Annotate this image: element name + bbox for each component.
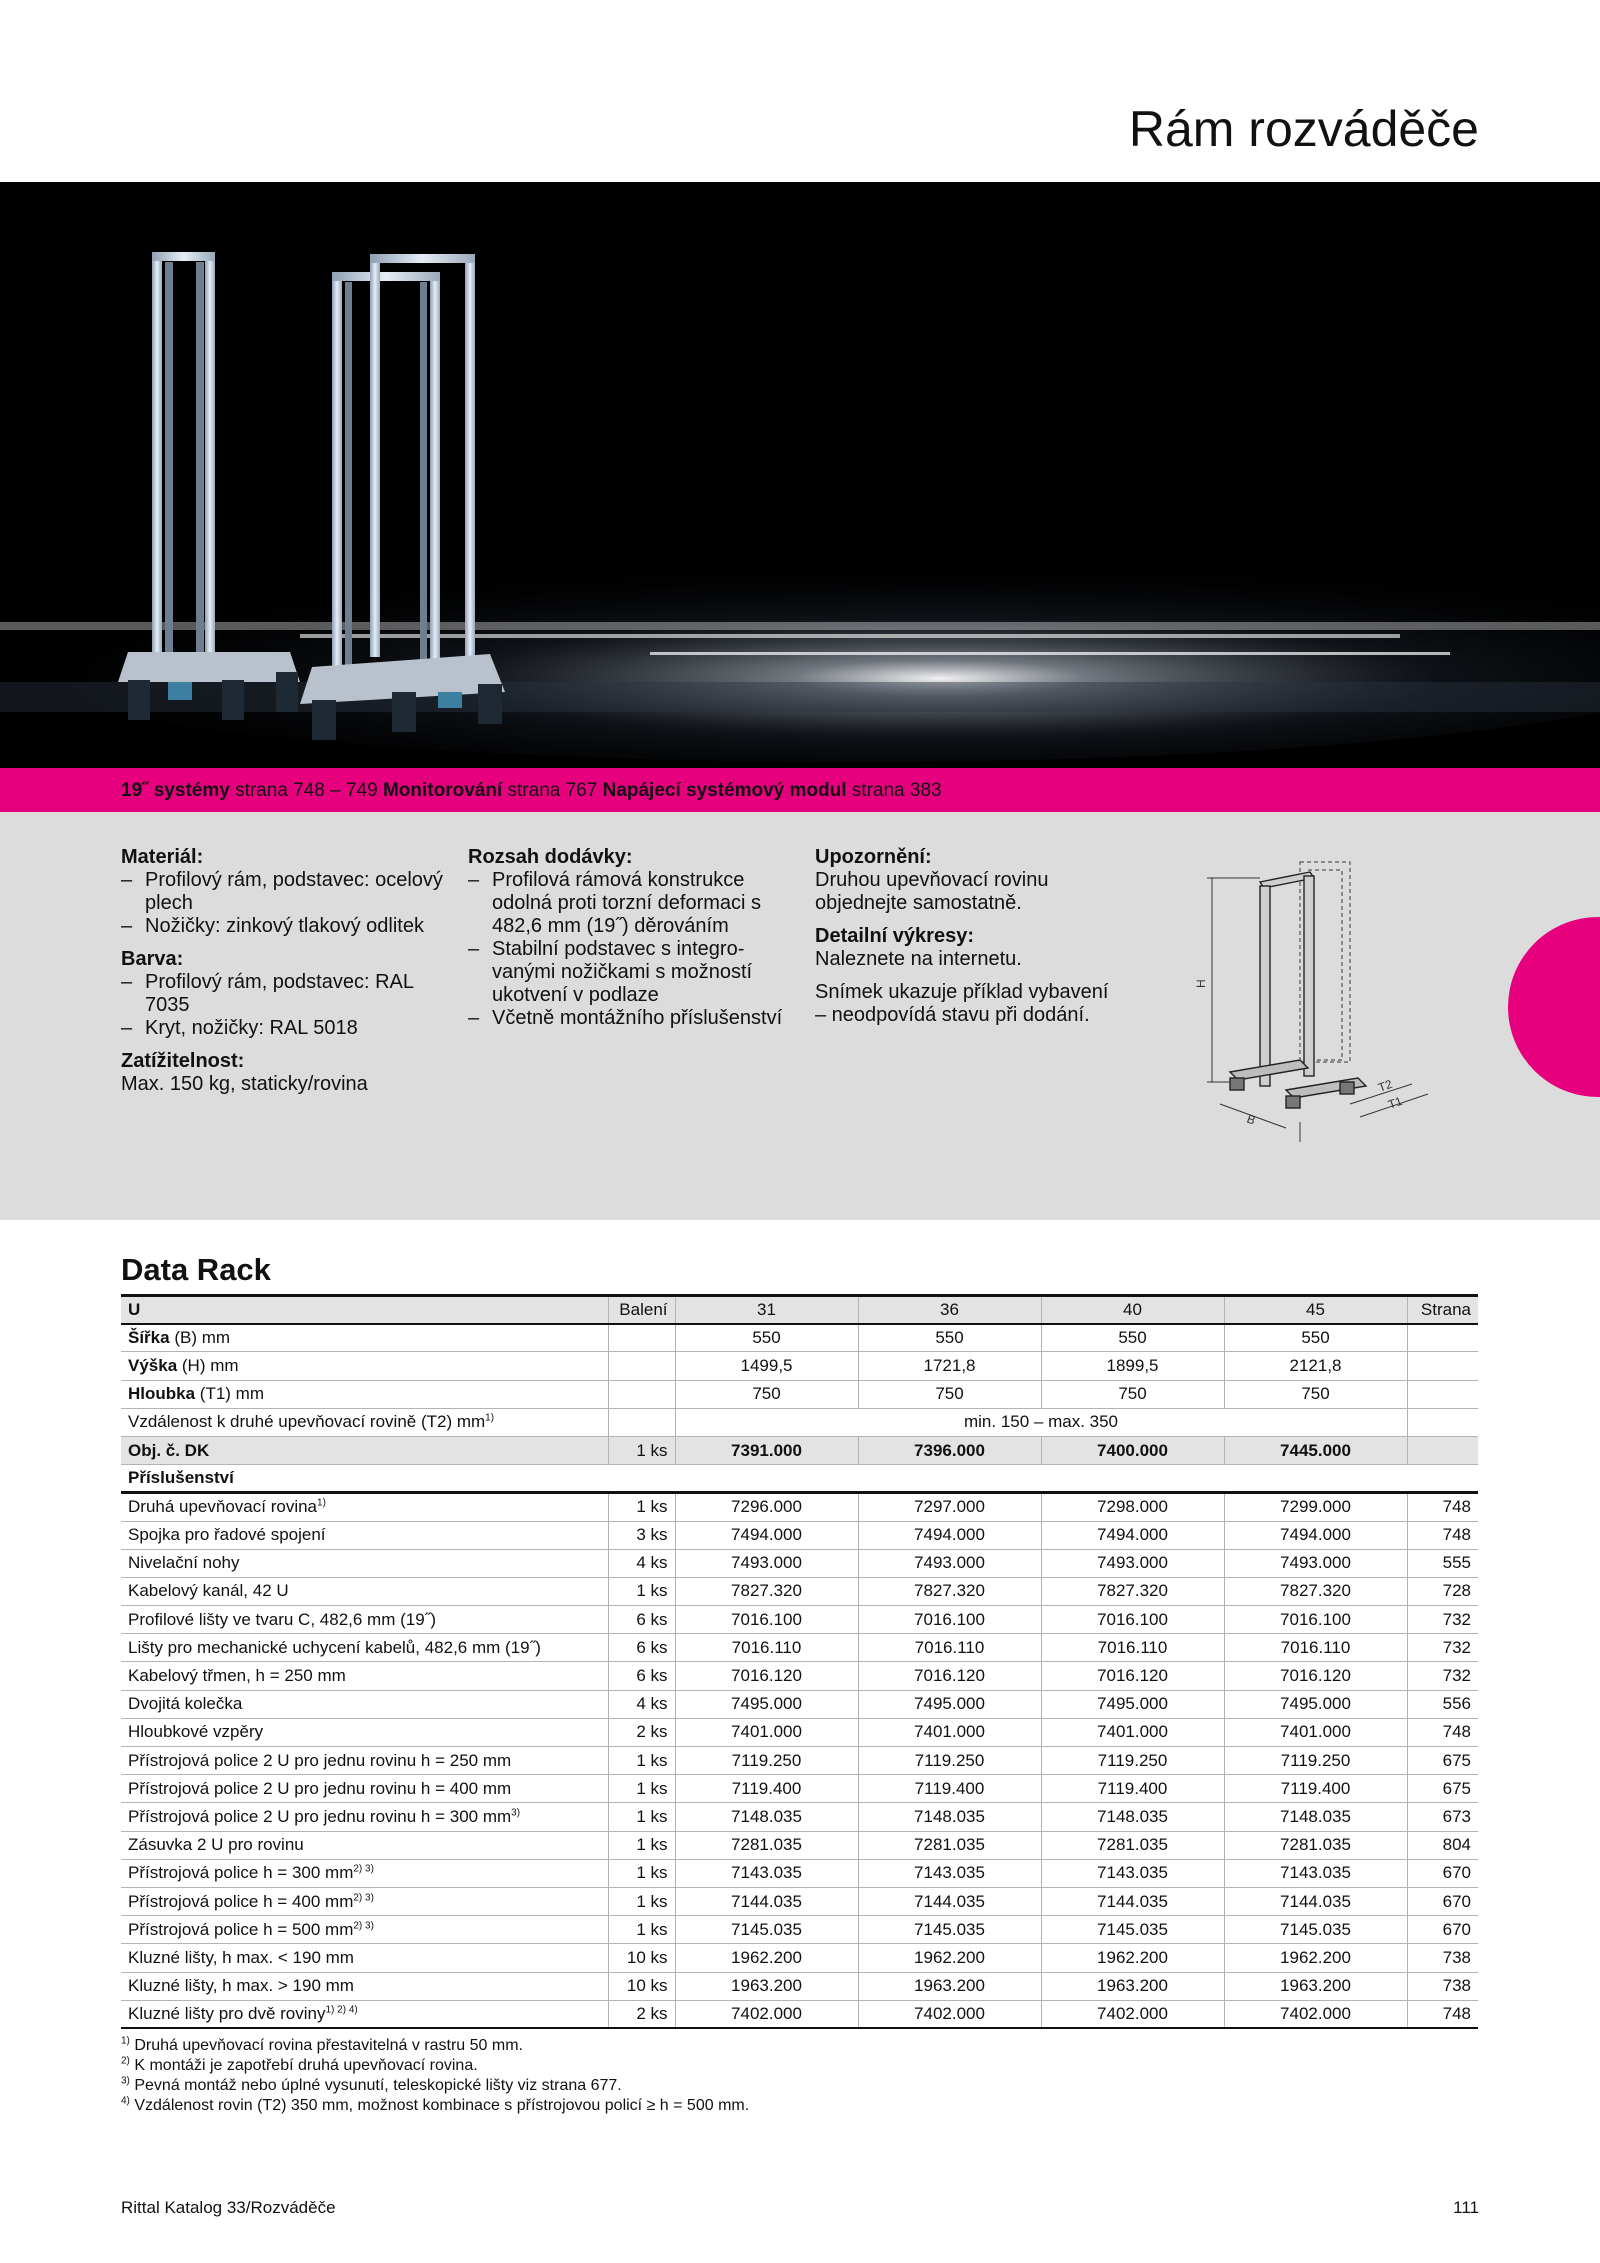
- row-value: 7827.320: [675, 1577, 858, 1605]
- header-col-40: 40: [1041, 1296, 1224, 1324]
- table-row: [121, 1549, 1478, 1577]
- table-row: [121, 1577, 1478, 1605]
- row-value: 1721,8: [858, 1352, 1041, 1380]
- row-pack: 1 ks: [608, 1775, 675, 1803]
- row-label: Šířka (B) mm: [121, 1324, 608, 1352]
- table-row: [121, 1972, 1478, 2000]
- row-value: 7143.035: [858, 1859, 1041, 1887]
- row-value: 7493.000: [858, 1549, 1041, 1577]
- row-value: 7402.000: [1041, 2000, 1224, 2028]
- list-item: – Včetně montážního příslušenství: [468, 1007, 798, 1030]
- row-value: 7494.000: [1224, 1521, 1407, 1549]
- dim-t2-label: T2: [1376, 1076, 1395, 1095]
- row-label: Zásuvka 2 U pro rovinu: [121, 1831, 608, 1859]
- scope-list: [468, 869, 798, 1030]
- row-page: 748: [1407, 1493, 1478, 1521]
- row-label: Kabelový třmen, h = 250 mm: [121, 1662, 608, 1690]
- row-value: 1962.200: [1041, 1944, 1224, 1972]
- row-label: Přístrojová police h = 400 $mm^{2) 3)}$: [121, 1887, 608, 1915]
- row-label: Přístrojová police h = 300 $mm^{2) 3)}$: [121, 1859, 608, 1887]
- row-value: 7401.000: [675, 1718, 858, 1746]
- row-pack: 1 ks: [608, 1859, 675, 1887]
- footnote: $^{3)}$ Pevná montáž nebo úplné vysunutí, teleskopické lišty viz strana 677.: [121, 2075, 622, 2094]
- row-pack: 1 ks: [608, 1577, 675, 1605]
- row-value: 7016.100: [858, 1606, 1041, 1634]
- row-pack: 1 ks: [608, 1803, 675, 1831]
- row-label: Nivelační nohy: [121, 1549, 608, 1577]
- row-label: Spojka pro řadové spojení: [121, 1521, 608, 1549]
- row-pack: [608, 1324, 675, 1352]
- row-page: [1407, 1436, 1478, 1464]
- row-value: 7016.120: [1041, 1662, 1224, 1690]
- order-number: 7445.000: [1224, 1436, 1407, 1464]
- order-number-row: [121, 1436, 1478, 1464]
- row-pack: 3 ks: [608, 1521, 675, 1549]
- row-value: 7016.110: [858, 1634, 1041, 1662]
- load-heading: Zatížitelnost:: [121, 1050, 245, 1072]
- row-value: 1962.200: [675, 1944, 858, 1972]
- row-value: 7493.000: [675, 1549, 858, 1577]
- page-title: Rám rozváděče: [1128, 101, 1479, 157]
- row-value: 7281.035: [1041, 1831, 1224, 1859]
- row-page: 673: [1407, 1803, 1478, 1831]
- row-label: Druhá upevňovací rovina$^{1)}$: [121, 1493, 608, 1521]
- list-item: – Stabilní podstavec s integro-vanými nožičkami s možností ukotvení v podlaze: [468, 938, 798, 1007]
- row-pack: 2 ks: [608, 1718, 675, 1746]
- header-u: U: [121, 1296, 608, 1324]
- row-pack: 1 ks: [608, 1493, 675, 1521]
- row-page: [1407, 1408, 1478, 1436]
- table-row: [121, 1324, 1478, 1352]
- row-page: 732: [1407, 1662, 1478, 1690]
- ref-19-systems-label: 19˝ systémy: [121, 780, 230, 801]
- ref-19-systems-page: strana 748 – 749: [229, 780, 383, 801]
- row-value: 7016.110: [675, 1634, 858, 1662]
- product-spec-table: [121, 1294, 1478, 2029]
- row-value: 7016.120: [858, 1662, 1041, 1690]
- table-row: [121, 1662, 1478, 1690]
- row-value: 7281.035: [858, 1831, 1041, 1859]
- table-row: [121, 1775, 1478, 1803]
- footnotes: [121, 2036, 749, 2116]
- row-value: 1963.200: [858, 1972, 1041, 2000]
- table-row: [121, 1690, 1478, 1718]
- row-value: 7495.000: [1224, 1690, 1407, 1718]
- footer-catalog: Rittal Katalog 33/Rozváděče: [121, 2198, 336, 2217]
- row-page: [1407, 1324, 1478, 1352]
- list-item: – Profilová rámová konstrukce odolná proti torzní deformaci s 482,6 mm (19˝) děrováním: [468, 869, 798, 938]
- load-text: Max. 150 kg, staticky/rovina: [121, 1073, 368, 1095]
- row-value: 7297.000: [858, 1493, 1041, 1521]
- dim-h-label: H: [1194, 979, 1208, 988]
- note-heading: Upozornění:: [815, 846, 932, 868]
- row-value: 7494.000: [858, 1521, 1041, 1549]
- ref-monitoring-page: strana 767: [502, 780, 603, 801]
- scope-heading: Rozsah dodávky:: [468, 846, 633, 868]
- row-page: 556: [1407, 1690, 1478, 1718]
- cross-reference-text: [121, 780, 942, 802]
- row-value: 7281.035: [675, 1831, 858, 1859]
- row-pack: 1 ks: [608, 1831, 675, 1859]
- row-pack: 10 ks: [608, 1972, 675, 2000]
- row-value: 7148.035: [858, 1803, 1041, 1831]
- table-row: [121, 1887, 1478, 1915]
- rack-frames-illustration: [0, 182, 1600, 768]
- list-item: – Profilový rám, podstavec: RAL 7035: [121, 971, 451, 1017]
- row-page: 738: [1407, 1944, 1478, 1972]
- row-value: 7148.035: [675, 1803, 858, 1831]
- row-value: 7298.000: [1041, 1493, 1224, 1521]
- row-value: 7145.035: [1224, 1916, 1407, 1944]
- row-value: 7495.000: [858, 1690, 1041, 1718]
- row-page: 732: [1407, 1634, 1478, 1662]
- row-label: Přístrojová police h = 500 $mm^{2) 3)}$: [121, 1916, 608, 1944]
- row-page: 728: [1407, 1577, 1478, 1605]
- order-number: 7396.000: [858, 1436, 1041, 1464]
- row-value: 7119.250: [675, 1747, 858, 1775]
- header-pack: Balení: [608, 1296, 675, 1324]
- row-value: 7119.400: [1041, 1775, 1224, 1803]
- row-value: 7148.035: [1224, 1803, 1407, 1831]
- table-row: [121, 1859, 1478, 1887]
- row-value: 7495.000: [675, 1690, 858, 1718]
- row-value: 1963.200: [675, 1972, 858, 2000]
- row-pack: 6 ks: [608, 1634, 675, 1662]
- row-value: 750: [675, 1380, 858, 1408]
- row-value: 1899,5: [1041, 1352, 1224, 1380]
- row-page: 748: [1407, 1521, 1478, 1549]
- footnote: $^{4)}$ Vzdálenost rovin (T2) 350 mm, možnost kombinace s přístrojovou policí ≥ h = 500 mm.: [121, 2095, 750, 2114]
- table-header-row: [121, 1296, 1478, 1324]
- row-value: 7827.320: [1224, 1577, 1407, 1605]
- row-value: 7401.000: [1224, 1718, 1407, 1746]
- ref-power-module-page: strana 383: [846, 780, 942, 801]
- cross-reference-bar: [0, 768, 1600, 812]
- dim-t1-label: T1: [1386, 1093, 1405, 1112]
- row-value: 7016.100: [1041, 1606, 1224, 1634]
- product-info-panel: [0, 812, 1600, 1220]
- list-item: – Profilový rám, podstavec: ocelový plech: [121, 869, 451, 915]
- accessories-heading-row: [121, 1465, 1478, 1493]
- row-page: 670: [1407, 1887, 1478, 1915]
- row-value: 7495.000: [1041, 1690, 1224, 1718]
- row-label: Profilové lišty ve tvaru C, 482,6 mm (19˝): [121, 1606, 608, 1634]
- order-number: 7391.000: [675, 1436, 858, 1464]
- list-item: – Kryt, nožičky: RAL 5018: [121, 1017, 451, 1040]
- row-value: 7493.000: [1224, 1549, 1407, 1577]
- row-page: 732: [1407, 1606, 1478, 1634]
- drawings-heading: Detailní výkresy:: [815, 925, 974, 947]
- row-value: 7281.035: [1224, 1831, 1407, 1859]
- hero-product-photo: [0, 182, 1600, 768]
- row-value: 7119.400: [858, 1775, 1041, 1803]
- row-pack: [608, 1380, 675, 1408]
- row-value: 1963.200: [1041, 1972, 1224, 2000]
- row-value: 550: [675, 1324, 858, 1352]
- row-value: 7145.035: [1041, 1916, 1224, 1944]
- footer-page-number: 111: [1453, 2198, 1479, 2217]
- color-list: [121, 971, 451, 1040]
- row-value: 7143.035: [1041, 1859, 1224, 1887]
- row-value: 1962.200: [858, 1944, 1041, 1972]
- material-heading: Materiál:: [121, 846, 204, 868]
- row-value: 7016.120: [1224, 1662, 1407, 1690]
- row-value: 750: [1224, 1380, 1407, 1408]
- drawings-text: Naleznete na internetu.: [815, 948, 1022, 970]
- row-value: 7402.000: [1224, 2000, 1407, 2028]
- section-title: Data Rack: [121, 1252, 271, 1287]
- table-row: [121, 1493, 1478, 1521]
- list-item: – Nožičky: zinkový tlakový odlitek: [121, 915, 451, 938]
- footnote: $^{2)}$ K montáži je zapotřebí druhá upevňovací rovina.: [121, 2055, 478, 2074]
- image-note: Snímek ukazuje příklad vybavení – neodpovídá stavu při dodání.: [815, 981, 1109, 1026]
- row-value: 7401.000: [1041, 1718, 1224, 1746]
- row-value: 7494.000: [1041, 1521, 1224, 1549]
- row-value: 7145.035: [858, 1916, 1041, 1944]
- row-value: 7144.035: [1041, 1887, 1224, 1915]
- row-label: Kluzné lišty, h max. < 190 mm: [121, 1944, 608, 1972]
- color-heading: Barva:: [121, 948, 184, 970]
- row-label: Přístrojová police 2 U pro jednu rovinu h = 250 mm: [121, 1747, 608, 1775]
- row-page: 748: [1407, 1718, 1478, 1746]
- row-value: 1963.200: [1224, 1972, 1407, 2000]
- row-page: 555: [1407, 1549, 1478, 1577]
- row-value: min. 150 – max. 350: [675, 1408, 1407, 1436]
- table-row: [121, 1352, 1478, 1380]
- row-value: 7296.000: [675, 1493, 858, 1521]
- row-pack: 6 ks: [608, 1662, 675, 1690]
- row-value: 7144.035: [675, 1887, 858, 1915]
- order-label: Obj. č. DK: [121, 1436, 608, 1464]
- notes-column: [815, 846, 1115, 1027]
- table-row: [121, 1944, 1478, 1972]
- row-value: 7016.110: [1224, 1634, 1407, 1662]
- row-value: 7016.110: [1041, 1634, 1224, 1662]
- row-pack: 4 ks: [608, 1690, 675, 1718]
- row-value: 7148.035: [1041, 1803, 1224, 1831]
- table-row: [121, 1408, 1478, 1436]
- table-row: [121, 1521, 1478, 1549]
- row-value: 7016.120: [675, 1662, 858, 1690]
- row-pack: 1 ks: [608, 1887, 675, 1915]
- row-label: Výška (H) mm: [121, 1352, 608, 1380]
- row-value: 7143.035: [675, 1859, 858, 1887]
- material-list: [121, 869, 451, 938]
- row-label: Kluzné lišty, h max. > 190 mm: [121, 1972, 608, 2000]
- table-row: [121, 2000, 1478, 2028]
- row-value: 750: [1041, 1380, 1224, 1408]
- row-pack: 2 ks: [608, 2000, 675, 2028]
- row-label: Kluzné lišty pro dvě roviny$^{1) 2) 4)}$: [121, 2000, 608, 2028]
- row-pack: 1 ks: [608, 1916, 675, 1944]
- table-row: [121, 1380, 1478, 1408]
- row-value: 7144.035: [858, 1887, 1041, 1915]
- row-pack: [608, 1352, 675, 1380]
- row-value: 7016.100: [1224, 1606, 1407, 1634]
- row-pack: [608, 1408, 675, 1436]
- section-tab-marker: [1508, 917, 1600, 1097]
- row-value: 7119.400: [675, 1775, 858, 1803]
- row-label: Přístrojová police 2 U pro jednu rovinu h = 300 $mm^{3)}$: [121, 1803, 608, 1831]
- row-value: 2121,8: [1224, 1352, 1407, 1380]
- header-page: Strana: [1407, 1296, 1478, 1324]
- row-value: 750: [858, 1380, 1041, 1408]
- row-page: [1407, 1352, 1478, 1380]
- dim-b-label: B: [1244, 1111, 1258, 1128]
- row-value: 7119.400: [1224, 1775, 1407, 1803]
- row-value: 550: [858, 1324, 1041, 1352]
- ref-monitoring-label: Monitorování: [382, 780, 503, 801]
- row-value: 1499,5: [675, 1352, 858, 1380]
- row-page: 675: [1407, 1775, 1478, 1803]
- row-value: 7494.000: [675, 1521, 858, 1549]
- row-value: 1962.200: [1224, 1944, 1407, 1972]
- row-label: Vzdálenost k druhé upevňovací rovině (T2) $mm^{1)}$: [121, 1408, 608, 1436]
- footnote: $^{1)}$ Druhá upevňovací rovina přestavitelná v rastru 50 mm.: [121, 2035, 523, 2054]
- row-page: 670: [1407, 1916, 1478, 1944]
- row-value: 550: [1041, 1324, 1224, 1352]
- accessories-heading: Příslušenství: [121, 1465, 1478, 1493]
- row-value: 7119.250: [1041, 1747, 1224, 1775]
- table-row: [121, 1747, 1478, 1775]
- row-value: 7145.035: [675, 1916, 858, 1944]
- row-value: 7827.320: [858, 1577, 1041, 1605]
- material-column: [121, 846, 451, 1096]
- header-col-31: 31: [675, 1296, 858, 1324]
- row-label: Kabelový kanál, 42 U: [121, 1577, 608, 1605]
- table-row: [121, 1803, 1478, 1831]
- row-value: 7299.000: [1224, 1493, 1407, 1521]
- table-row: [121, 1634, 1478, 1662]
- row-page: [1407, 1380, 1478, 1408]
- row-label: Přístrojová police 2 U pro jednu rovinu h = 400 mm: [121, 1775, 608, 1803]
- row-value: 7401.000: [858, 1718, 1041, 1746]
- dimension-drawing: [1190, 842, 1450, 1142]
- row-value: 7143.035: [1224, 1859, 1407, 1887]
- row-page: 670: [1407, 1859, 1478, 1887]
- row-value: 550: [1224, 1324, 1407, 1352]
- scope-column: [468, 846, 798, 1030]
- row-pack: 4 ks: [608, 1549, 675, 1577]
- row-value: 7016.100: [675, 1606, 858, 1634]
- table-row: [121, 1606, 1478, 1634]
- row-value: 7493.000: [1041, 1549, 1224, 1577]
- row-value: 7119.250: [1224, 1747, 1407, 1775]
- row-value: 7827.320: [1041, 1577, 1224, 1605]
- order-number: 7400.000: [1041, 1436, 1224, 1464]
- table-row: [121, 1831, 1478, 1859]
- row-value: 7402.000: [858, 2000, 1041, 2028]
- row-pack: 1 ks: [608, 1747, 675, 1775]
- row-label: Dvojitá kolečka: [121, 1690, 608, 1718]
- table-row: [121, 1916, 1478, 1944]
- row-page: 675: [1407, 1747, 1478, 1775]
- ref-power-module-label: Napájecí systémový modul: [602, 780, 847, 801]
- row-page: 804: [1407, 1831, 1478, 1859]
- row-value: 7119.250: [858, 1747, 1041, 1775]
- row-pack: 10 ks: [608, 1944, 675, 1972]
- table-row: [121, 1718, 1478, 1746]
- row-label: Lišty pro mechanické uchycení kabelů, 482,6 mm (19˝): [121, 1634, 608, 1662]
- row-page: 738: [1407, 1972, 1478, 2000]
- note-text: Druhou upevňovací rovinu objednejte samostatně.: [815, 869, 1049, 914]
- header-col-45: 45: [1224, 1296, 1407, 1324]
- row-page: 748: [1407, 2000, 1478, 2028]
- row-pack: 1 ks: [608, 1436, 675, 1464]
- row-pack: 6 ks: [608, 1606, 675, 1634]
- row-label: Hloubka (T1) mm: [121, 1380, 608, 1408]
- row-label: Hloubkové vzpěry: [121, 1718, 608, 1746]
- row-value: 7144.035: [1224, 1887, 1407, 1915]
- header-col-36: 36: [858, 1296, 1041, 1324]
- row-value: 7402.000: [675, 2000, 858, 2028]
